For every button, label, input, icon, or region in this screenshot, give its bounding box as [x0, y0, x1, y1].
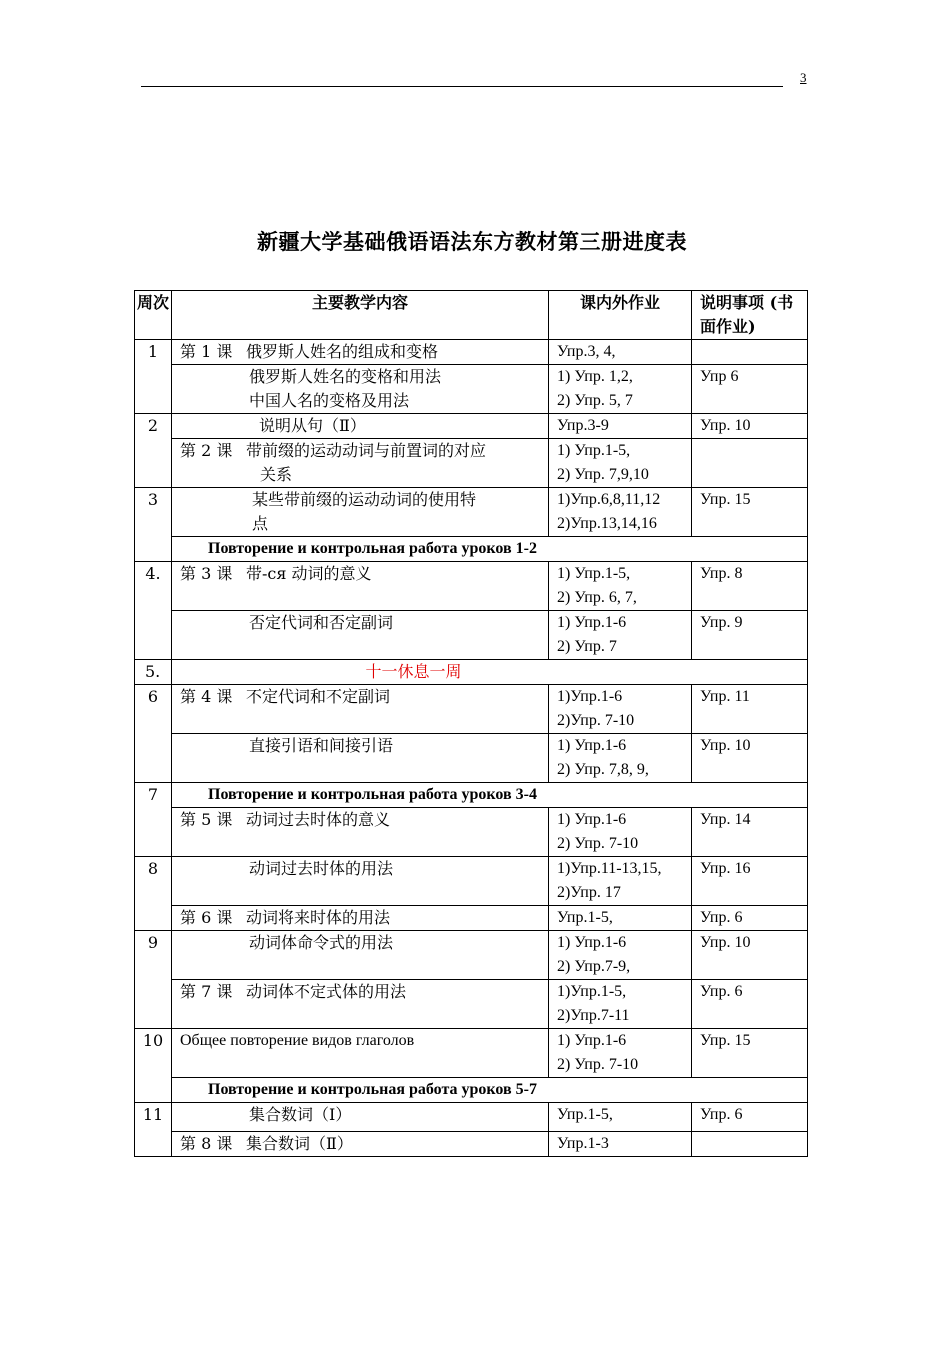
- content-line: 带前缀的运动动词与前置词的对应: [246, 441, 487, 460]
- homework-line: 1)Упр.1-6: [557, 688, 623, 705]
- homework-line: 1) Упр.1-6: [557, 811, 627, 828]
- homework-line: 1)Упр.6,8,11,12: [557, 491, 661, 508]
- lesson-label: 第 4 课: [180, 687, 233, 706]
- lesson-label: 第 2 课: [180, 441, 233, 460]
- holiday-row: [135, 660, 808, 685]
- homework-cell: [549, 857, 692, 906]
- notes-cell: [692, 1132, 808, 1157]
- content-text: 动词过去时体的意义: [246, 810, 391, 829]
- table-row: [135, 488, 808, 537]
- homework-line: 2)Упр.7-11: [557, 1007, 630, 1024]
- lesson-label: 第 7 课: [180, 982, 233, 1001]
- content-cell: [172, 1132, 549, 1157]
- homework-line: 2)Упр.13,14,16: [557, 515, 657, 532]
- table-row: [135, 340, 808, 365]
- table-row: [135, 562, 808, 611]
- content-cell: 直接引语和间接引语: [172, 734, 549, 783]
- content-cell: [172, 685, 549, 734]
- document-title: 新疆大学基础俄语语法东方教材第三册进度表: [257, 229, 687, 254]
- homework-line: 1)Упр.1-5,: [557, 983, 627, 1000]
- table-row: [135, 931, 808, 980]
- week-cell: 4.: [135, 562, 172, 660]
- week-cell: 10: [135, 1029, 172, 1103]
- week-cell: 1: [135, 340, 172, 414]
- week-cell: 9: [135, 931, 172, 1029]
- notes-cell: Упр. 14: [692, 808, 808, 857]
- table-row: [135, 980, 808, 1029]
- homework-cell: Упр.3-9: [549, 414, 692, 439]
- homework-cell: Упр.1-5,: [549, 906, 692, 931]
- content-text: 不定代词和不定副词: [246, 687, 391, 706]
- table-row: [135, 734, 808, 783]
- homework-cell: Упр.3, 4,: [549, 340, 692, 365]
- content-line: 某些带前缀的运动动词的使用特: [252, 490, 477, 509]
- review-row: [135, 537, 808, 562]
- table-row: [135, 611, 808, 660]
- homework-cell: [549, 685, 692, 734]
- content-cell: 否定代词和否定副词: [172, 611, 549, 660]
- content-line: 点: [252, 514, 269, 533]
- table-row: [135, 685, 808, 734]
- notes-cell: Упр. 6: [692, 906, 808, 931]
- table-row: [135, 808, 808, 857]
- review-row: [135, 1078, 808, 1103]
- homework-cell: Упр.1-3: [549, 1132, 692, 1157]
- table-row: [135, 1029, 808, 1078]
- homework-line: 1) Упр.1-6: [557, 934, 627, 951]
- table-row: [135, 857, 808, 906]
- content-cell: [172, 980, 549, 1029]
- content-text: 俄罗斯人姓名的组成和变格: [246, 342, 439, 361]
- week-cell: 6: [135, 685, 172, 783]
- homework-line: 1) Упр.1-5,: [557, 565, 631, 582]
- notes-cell: Упр. 8: [692, 562, 808, 611]
- homework-line: 1) Упр.1-6: [557, 614, 627, 631]
- homework-line: 1)Упр.11-13,15,: [557, 860, 662, 877]
- homework-cell: Упр.1-5,: [549, 1103, 692, 1132]
- table-row: [135, 906, 808, 931]
- review-cell: Повторение и контрольная работа уроков 5-7: [172, 1078, 808, 1103]
- header-week: 周次: [135, 291, 172, 340]
- table-row: [135, 439, 808, 488]
- homework-line: 1) Упр.1-5,: [557, 442, 631, 459]
- week-cell: 2: [135, 414, 172, 488]
- notes-cell: [692, 340, 808, 365]
- notes-cell: Упр 6: [692, 365, 808, 414]
- homework-line: 1) Упр.1-6: [557, 737, 627, 754]
- header-content: 主要教学内容: [172, 291, 549, 340]
- content-cell: [172, 906, 549, 931]
- table-row: [135, 414, 808, 439]
- notes-cell: Упр. 6: [692, 980, 808, 1029]
- homework-cell: [549, 365, 692, 414]
- notes-cell: Упр. 11: [692, 685, 808, 734]
- homework-cell: [549, 734, 692, 783]
- review-cell: Повторение и контрольная работа уроков 1-2: [172, 537, 808, 562]
- content-line: 中国人名的变格及用法: [249, 391, 410, 410]
- content-text: 集合数词（Ⅱ）: [246, 1134, 353, 1153]
- table-header-row: [135, 291, 808, 340]
- content-cell: 说明从句（Ⅱ）: [172, 414, 549, 439]
- content-cell: 集合数词（Ⅰ）: [172, 1103, 549, 1132]
- content-text: 动词将来时体的用法: [246, 908, 391, 927]
- homework-line: 2) Упр. 6, 7,: [557, 589, 637, 606]
- table-row: [135, 1103, 808, 1132]
- lesson-label: 第 6 课: [180, 908, 233, 927]
- content-text: 动词体不定式体的用法: [246, 982, 407, 1001]
- week-cell: 8: [135, 857, 172, 931]
- content-cell: [172, 365, 549, 414]
- table-row: [135, 365, 808, 414]
- notes-cell: Упр. 10: [692, 414, 808, 439]
- homework-line: 2) Упр. 7-10: [557, 1056, 639, 1073]
- notes-cell: Упр. 16: [692, 857, 808, 906]
- week-cell: 5.: [135, 660, 172, 685]
- table-row: [135, 1132, 808, 1157]
- homework-cell: [549, 562, 692, 611]
- content-cell: [172, 488, 549, 537]
- notes-cell: Упр. 15: [692, 1029, 808, 1078]
- homework-cell: [549, 611, 692, 660]
- content-line: 俄罗斯人姓名的变格和用法: [249, 367, 442, 386]
- content-line: 关系: [260, 465, 293, 484]
- notes-cell: Упр. 10: [692, 734, 808, 783]
- homework-line: 2) Упр. 7-10: [557, 835, 639, 852]
- content-text: 带-ся 动词的意义: [246, 564, 372, 583]
- notes-cell: Упр. 6: [692, 1103, 808, 1132]
- lesson-label: 第 8 课: [180, 1134, 233, 1153]
- review-row: [135, 783, 808, 808]
- homework-line: 2) Упр. 7,9,10: [557, 466, 649, 483]
- week-cell: 7: [135, 783, 172, 857]
- week-cell: 3: [135, 488, 172, 562]
- homework-line: 1) Упр. 1,2,: [557, 368, 633, 385]
- homework-cell: [549, 439, 692, 488]
- holiday-cell: 十一休息一周: [172, 660, 808, 685]
- homework-line: 2) Упр.7-9,: [557, 958, 631, 975]
- header-homework: 课内外作业: [549, 291, 692, 340]
- header-rule: [141, 86, 783, 87]
- homework-line: 2)Упр. 17: [557, 884, 621, 901]
- homework-line: 2)Упр. 7-10: [557, 712, 635, 729]
- content-cell: 动词体命令式的用法: [172, 931, 549, 980]
- content-cell: [172, 562, 549, 611]
- notes-cell: Упр. 9: [692, 611, 808, 660]
- week-cell: 11: [135, 1103, 172, 1157]
- notes-cell: Упр. 15: [692, 488, 808, 537]
- homework-cell: [549, 488, 692, 537]
- notes-cell: [692, 439, 808, 488]
- page-number: 3: [800, 70, 807, 85]
- content-cell: [172, 439, 549, 488]
- homework-line: 2) Упр. 7,8, 9,: [557, 761, 649, 778]
- content-cell: [172, 340, 549, 365]
- review-cell: Повторение и контрольная работа уроков 3-4: [172, 783, 808, 808]
- homework-line: 2) Упр. 7: [557, 638, 617, 655]
- notes-cell: Упр. 10: [692, 931, 808, 980]
- homework-cell: [549, 931, 692, 980]
- lesson-label: 第 5 课: [180, 810, 233, 829]
- content-cell: Общее повторение видов глаголов: [172, 1029, 549, 1078]
- content-cell: 动词过去时体的用法: [172, 857, 549, 906]
- homework-cell: [549, 1029, 692, 1078]
- homework-line: 1) Упр.1-6: [557, 1032, 627, 1049]
- homework-line: 2) Упр. 5, 7: [557, 392, 633, 409]
- homework-cell: [549, 980, 692, 1029]
- schedule-table: [134, 290, 808, 1157]
- header-notes: 说明事项 (书面作业): [692, 291, 808, 340]
- homework-cell: [549, 808, 692, 857]
- content-cell: [172, 808, 549, 857]
- lesson-label: 第 1 课: [180, 342, 233, 361]
- lesson-label: 第 3 课: [180, 564, 233, 583]
